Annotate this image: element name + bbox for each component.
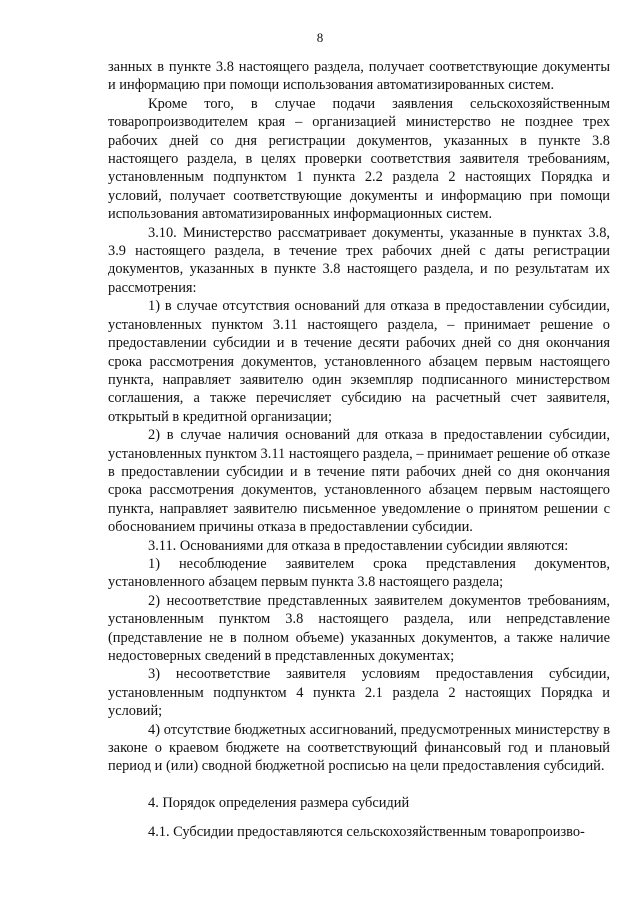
- section-4-heading: 4. Порядок определения размера субсидий: [148, 795, 410, 812]
- heading-gap: [108, 813, 610, 823]
- page-number: 8: [316, 30, 324, 45]
- paragraph-3-11-item-2: 2) несоответствие представленных заявителем документов требованиям, установленным пунктом 3.8 настоящего раздела, или непредставление (представление не в полном объеме) указанных документов, а также наличие недостоверных сведений в представленных документах;: [108, 592, 610, 664]
- paragraph-continuation: занных в пункте 3.8 настоящего раздела, получает соответствующие документы и информацию при помощи использования автоматизированных систем.: [108, 59, 610, 94]
- paragraph-3-11-item-3: 3) несоответствие заявителя условиям предоставления субсидии, установленным подпунктом 4 пункта 2.1 раздела 2 настоящих Порядка и условий;: [108, 666, 610, 720]
- section-spacer: [108, 776, 610, 794]
- paragraph-3-11-item-1: 1) несоблюдение заявителем срока представления документов, установленного абзацем первым пункта 3.8 настоящего раздела;: [108, 555, 610, 591]
- paragraph-3-11: 3.11. Основаниями для отказа в предоставлении субсидии являются:: [148, 537, 569, 554]
- paragraph-additional-check: Кроме того, в случае подачи заявления сельскохозяйственным товаропроизводителем края – организацией министерство не позднее трех рабочих дней со дня регистрации документов, указанных в пункте 3.8 настоящего раздела, в целях проверки соответствия заявителя требованиям, установленным подпунктом 1 пункта 2.2 раздела 2 настоящих Порядка и условий, получает соответствующие документы и информацию при помощи использования автоматизированных информационных систем.: [108, 95, 610, 223]
- paragraph-3-11-item-4: 4) отсутствие бюджетных ассигнований, предусмотренных министерству в законе о краевом бюджете на соответствующий финансовый год и плановый период и (или) сводной бюджетной росписью на цели предоставления субсидий.: [108, 721, 610, 775]
- paragraph-4-1: 4.1. Субсидии предоставляются сельскохозяйственным товаропроизво-: [148, 823, 585, 840]
- paragraph-3-10: 3.10. Министерство рассматривает документы, указанные в пунктах 3.8, 3.9 настоящего раздела, в течение трех рабочих дней с даты регистрации документов, указанных в пункте 3.8 настоящего раздела, и по результатам их рассмотрения:: [108, 224, 610, 296]
- document-body: [108, 58, 610, 841]
- paragraph-3-10-item-1: 1) в случае отсутствия оснований для отказа в предоставлении субсидии, установленных пунктом 3.11 настоящего раздела, – принимает решение о предоставлении субсидии и в течение десяти рабочих дней со дня окончания срока рассмотрения документов, установленного абзацем первым настоящего пункта, направляет заявителю один экземпляр подписанного министерством соглашения, а также перечисляет субсидию на расчетный счет заявителя, открытый в кредитной организации;: [108, 298, 610, 425]
- paragraph-3-10-item-2: 2) в случае наличия оснований для отказа в предоставлении субсидии, установленных пунктом 3.11 настоящего раздела, – принимает решение об отказе в предоставлении субсидии и в течение пяти рабочих дней со дня окончания срока рассмотрения документов, установленного абзацем первым настоящего пункта, направляет заявителю письменное уведомление о принятом решении с обоснованием причины отказа в предоставлении субсидии.: [108, 427, 610, 536]
